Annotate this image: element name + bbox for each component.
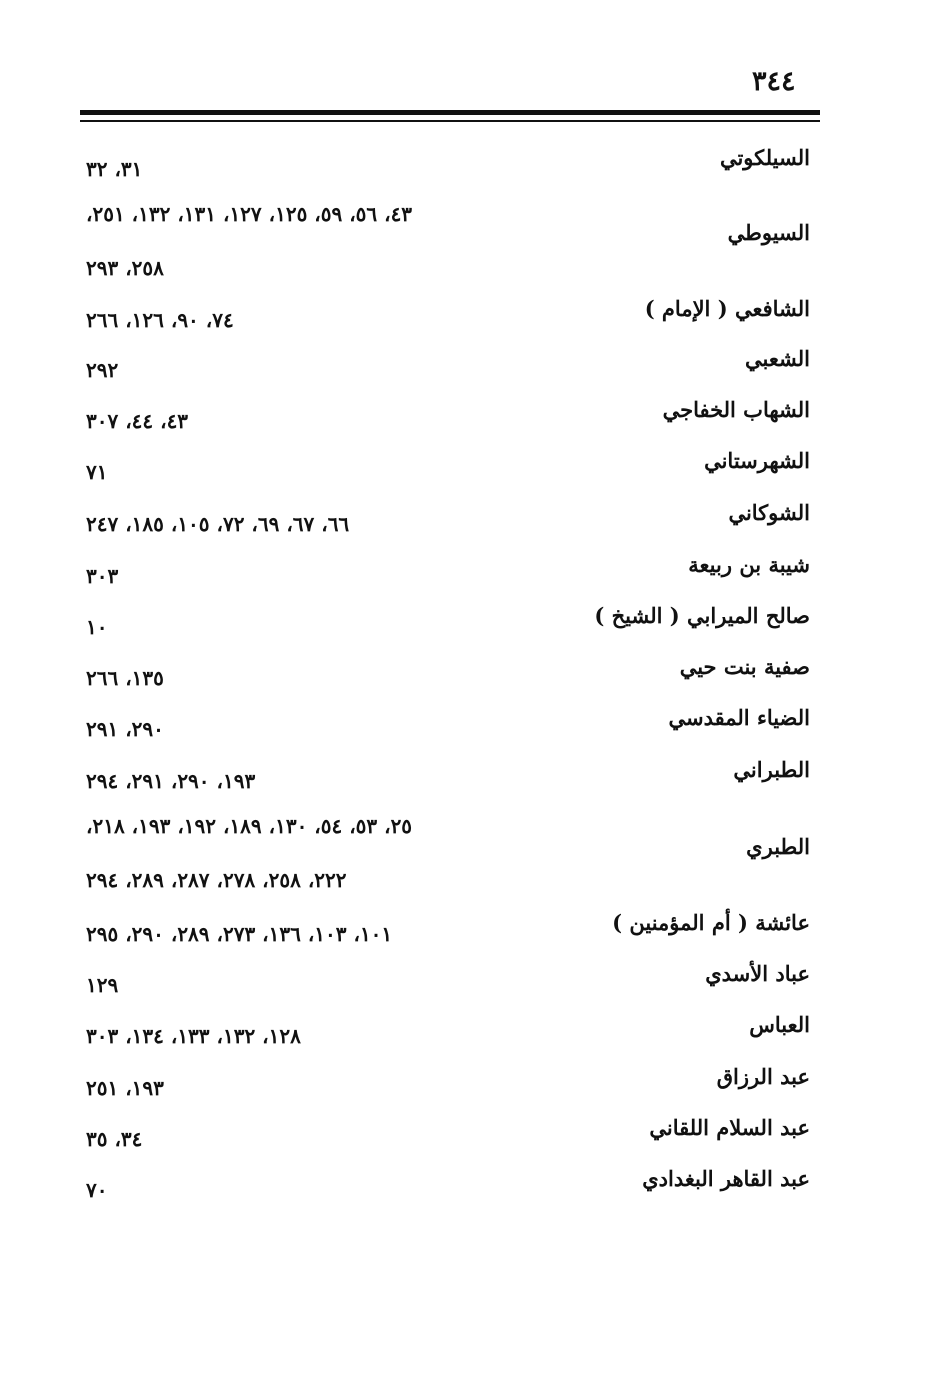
entry-pages: ٣٠٣ [86,564,119,588]
entry-name: عبد القاهر البغدادي [642,1166,810,1191]
entry-pages: ٤٣، ٥٦، ٥٩، ١٢٥، ١٢٧، ١٣١، ١٣٢، ٢٥١، [86,202,413,226]
entry-name: الشعبي [745,346,810,371]
entry-pages: ١٣٥، ٢٦٦ [86,666,164,690]
entry-pages: ١٠ [86,615,108,639]
entry-name: الشافعي ( الإمام ) [644,296,810,321]
entry-name: الشوكاني [728,500,810,525]
entry-pages: ٧٠ [86,1178,108,1202]
entry-name: العباس [749,1012,810,1037]
entry-pages: ٤٣، ٤٤، ٣٠٧ [86,409,189,433]
page-number: ٣٤٤ [752,66,796,97]
entry-name: عبد الرزاق [716,1064,810,1089]
entry-name: الشهرستاني [704,448,810,473]
entry-name: عبد السلام اللقاني [649,1115,810,1140]
entry-pages: ٢٩٠، ٢٩١ [86,717,164,741]
entry-pages: ٣١، ٣٢ [86,157,143,181]
entry-name: الضياء المقدسي [668,705,810,730]
entry-name: شيبة بن ربيعة [688,552,810,577]
entry-pages: ٣٤، ٣٥ [86,1127,143,1151]
entry-name: عائشة ( أم المؤمنين ) [612,910,810,935]
entry-name: صالح الميرابي ( الشيخ ) [594,603,810,628]
entry-name: الشهاب الخفاجي [662,397,810,422]
entry-pages: ٦٦، ٦٧، ٦٩، ٧٢، ١٠٥، ١٨٥، ٢٤٧ [86,512,350,536]
entry-pages: ٢٩٢ [86,358,119,382]
entry-pages: ٧٤، ٩٠، ١٢٦، ٢٦٦ [86,308,234,332]
entry-pages-continued: ٢٥٨، ٢٩٣ [86,256,164,280]
entry-pages: ٢٥، ٥٣، ٥٤، ١٣٠، ١٨٩، ١٩٢، ١٩٣، ٢١٨، [86,814,413,838]
entry-name: عباد الأسدي [705,961,810,986]
entry-pages: ٧١ [86,460,108,484]
entry-name: السيلكوتي [719,145,810,170]
entry-name: الطبري [746,834,810,859]
entry-pages: ١٠١، ١٠٣، ١٣٦، ٢٧٣، ٢٨٩، ٢٩٠، ٢٩٥ [86,922,393,946]
entry-name: الطبراني [733,757,810,782]
entry-pages-continued: ٢٢٢، ٢٥٨، ٢٧٨، ٢٨٧، ٢٨٩، ٢٩٤ [86,868,347,892]
entry-pages: ١٩٣، ٢٥١ [86,1076,164,1100]
entry-pages: ١٩٣، ٢٩٠، ٢٩١، ٢٩٤ [86,769,256,793]
entry-name: صفية بنت حيي [679,654,810,679]
entry-name: السيوطي [727,220,810,245]
entry-pages: ١٢٨، ١٣٢، ١٣٣، ١٣٤، ٣٠٣ [86,1024,301,1048]
entry-pages: ١٢٩ [86,973,119,997]
